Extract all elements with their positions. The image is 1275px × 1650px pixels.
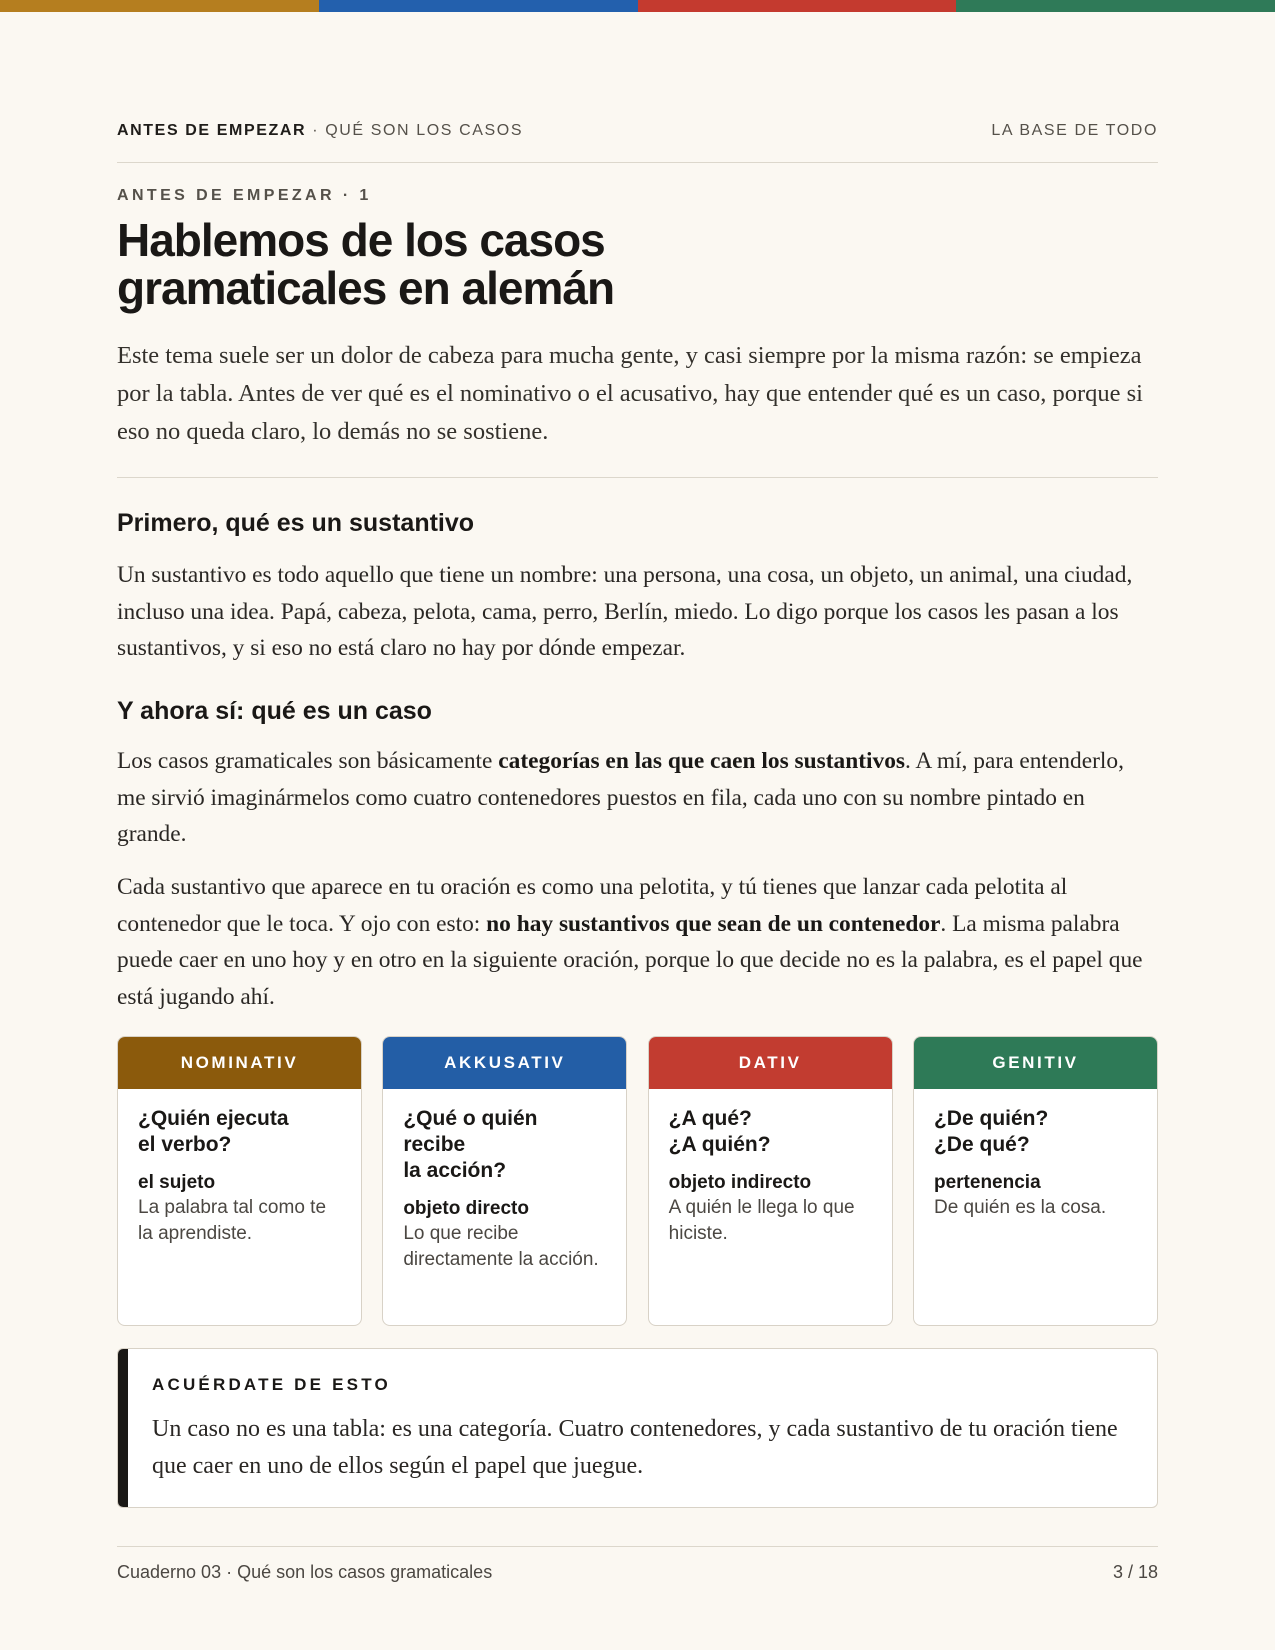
card-description: A quién le llega lo que hiciste. (668, 1197, 855, 1244)
card-description: De quién es la cosa. (933, 1197, 1107, 1218)
p1-text-a: Los casos gramaticales son básicamente (117, 748, 499, 774)
card-description: Lo que recibe directamente la acción. (403, 1223, 599, 1270)
paragraph-caso-1 (117, 743, 1158, 853)
card-question-line: ¿De qué? (933, 1133, 1030, 1156)
case-card-nominativ (117, 1036, 362, 1326)
card-question-line: ¿De quién? (933, 1107, 1049, 1130)
card-question (138, 1106, 341, 1158)
card-question (934, 1106, 1137, 1158)
card-body (914, 1089, 1157, 1221)
top-bar-blue (319, 0, 638, 12)
card-question-line: recibe (403, 1133, 466, 1156)
card-role: pertenencia (933, 1172, 1041, 1193)
section-heading-sustantivo: Primero, qué es un sustantivo (117, 509, 475, 537)
title-line-1: Hablemos de los casos (117, 214, 605, 266)
header-section: ANTES DE EMPEZAR (117, 122, 307, 139)
callout-label: ACUÉRDATE DE ESTO (152, 1375, 391, 1394)
top-bar-red (638, 0, 957, 12)
card-band: AKKUSATIV (383, 1037, 626, 1089)
p1-bold: categorías en las que caen los sustantivos (498, 748, 906, 774)
footer-rule (117, 1546, 1158, 1547)
card-band: NOMINATIV (118, 1037, 361, 1089)
remember-callout (117, 1348, 1158, 1508)
card-question-line: ¿A quién? (668, 1133, 771, 1156)
case-card-akkusativ (382, 1036, 627, 1326)
callout-text: Un caso no es una tabla: es una categoría. Cuatro contenedores, y cada sustantivo de tu oración tiene que caer en uno de ellos según el papel que juegue. (152, 1416, 1118, 1479)
header-topic: · QUÉ SON LOS CASOS (312, 122, 524, 139)
p2-text-a: Cada sustantivo que aparece en tu oración es como una pelotita, y tú tienes que lanzar cada pelotita al contenedor que le toca. Y ojo con esto: (117, 874, 1068, 937)
card-body (383, 1089, 626, 1273)
p2-bold: no hay sustantivos que sean de un contenedor (486, 910, 941, 937)
header-right: LA BASE DE TODO (991, 122, 1158, 139)
paragraph-caso-2 (117, 869, 1158, 1015)
case-cards (117, 1036, 1158, 1326)
card-question-line: la acción? (403, 1159, 507, 1182)
callout-accent-bar (118, 1349, 128, 1508)
card-role: el sujeto (138, 1172, 216, 1193)
lead-paragraph: Este tema suele ser un dolor de cabeza para mucha gente, y casi siempre por la misma razón: se empieza por la tabla. Antes de ver qué es el nominativo o el acusativo, hay que entender qué es un caso, porque si eso no queda claro, lo demás no se sostiene. (117, 342, 1143, 445)
top-bar-green (956, 0, 1275, 12)
card-question-line: ¿Quién ejecuta (138, 1107, 289, 1130)
page-title (117, 216, 917, 312)
header-left (117, 122, 523, 162)
card-role: objeto directo (403, 1198, 529, 1219)
case-card-genitiv (913, 1036, 1158, 1326)
card-question-line: el verbo? (138, 1133, 232, 1156)
page-number: 3 / 18 (1112, 1562, 1158, 1582)
top-color-bar (0, 0, 1275, 12)
section-heading-caso: Y ahora sí: qué es un caso (117, 697, 432, 725)
card-question-line: ¿Qué o quién (403, 1107, 538, 1130)
card-band: DATIV (649, 1037, 892, 1089)
p1-text-b: . A mí, para entenderlo, me sirvió imaginármelos como cuatro contenedores puestos en fila, cada uno con su nombre pintado en grande. (117, 748, 1124, 847)
card-description: La palabra tal como te la aprendiste. (138, 1197, 327, 1244)
card-role: objeto indirecto (668, 1172, 812, 1193)
card-body (118, 1089, 361, 1247)
card-question-line: ¿A qué? (668, 1107, 752, 1130)
card-question (403, 1106, 606, 1184)
case-card-dativ (648, 1036, 893, 1326)
paragraph-sustantivo: Un sustantivo es todo aquello que tiene un nombre: una persona, una cosa, un objeto, un animal, una ciudad, incluso una idea. Papá, cabeza, pelota, cama, perro, Berlín, miedo. Lo digo porque los casos les pasan a los sustantivos, y si eso no está claro no hay por dónde empezar. (117, 562, 1133, 661)
footer-title: Cuaderno 03 · Qué son los casos gramaticales (117, 1562, 493, 1582)
card-question (669, 1106, 872, 1158)
title-line-2: gramaticales en alemán (117, 262, 615, 314)
divider (117, 477, 1158, 478)
section-kicker: ANTES DE EMPEZAR · 1 (117, 187, 372, 204)
running-header (117, 122, 1158, 163)
card-band: GENITIV (914, 1037, 1157, 1089)
top-bar-gold (0, 0, 319, 12)
p2-text-b: . La misma palabra puede caer en uno hoy y en otro en la siguiente oración, porque lo que decide no es la palabra, es el papel que está jugando ahí. (117, 910, 1143, 1010)
card-body (649, 1089, 892, 1247)
